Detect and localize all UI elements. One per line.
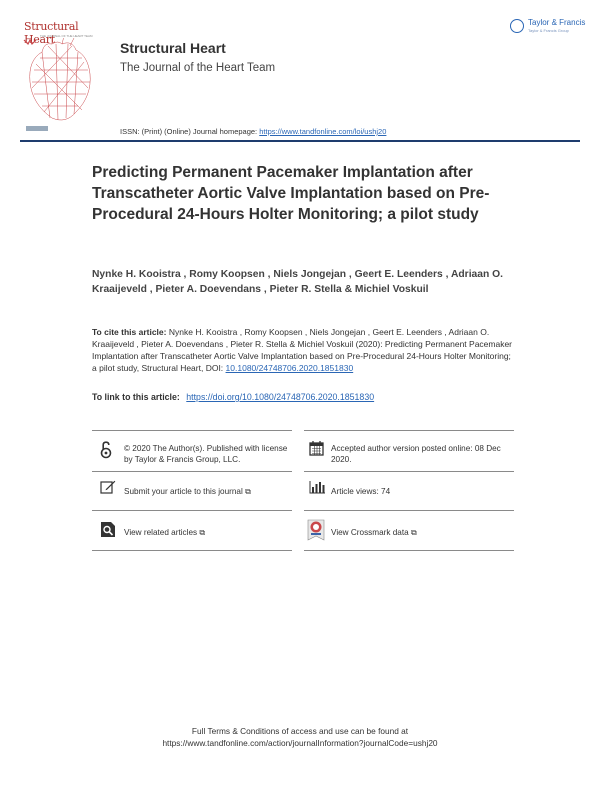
bar-chart-icon <box>309 481 325 494</box>
journal-subtitle: The Journal of the Heart Team <box>120 62 276 74</box>
divider <box>304 471 514 472</box>
crossmark-link[interactable] <box>331 527 511 538</box>
publisher-tagline: Taylor & Francis Group <box>528 28 569 33</box>
submit-article-link[interactable] <box>124 486 294 497</box>
crossmark-icon <box>307 519 325 541</box>
article-title: Predicting Permanent Pacemaker Implantation after Transcatheter Aortic Valve Implantation based on Pre-Procedural 24-Hours Holter Monitoring; a pilot study <box>92 164 490 223</box>
heart-wireframe-illustration <box>22 38 106 124</box>
article-authors: Nynke H. Kooistra , Romy Koopsen , Niels Jongejan , Geert E. Leenders , Adriaan O. Kraaijeveld , Pieter A. Doevendans , Pieter R. Stella & Michiel Voskuil <box>92 269 504 295</box>
divider <box>304 510 514 511</box>
accepted-date-text: Accepted author version posted online: 08 Dec 2020. <box>331 444 501 464</box>
journal-name: Structural Heart <box>120 40 226 56</box>
doi-link[interactable]: 10.1080/24748706.2020.1851830 <box>225 363 354 373</box>
citation-text: Nynke H. Kooistra , Romy Koopsen , Niels Jongejan , Geert E. Leenders , Adriaan O. Kraaijeveld , Pieter A. Doevendans , Pieter R. Stella & Michiel Voskuil (2020): Predicting Permanent Pacemaker Implantation after Transcatheter Aortic Valve Implantation based on Pre-Procedural 24-Hours Holter Monitoring; a pilot study, Structural Heart, DOI: <box>92 327 513 373</box>
article-link-line <box>92 392 512 402</box>
external-link-icon: ⧉ <box>245 487 251 496</box>
divider <box>92 550 292 551</box>
issn-text: ISSN: (Print) (Online) Journal homepage: <box>120 127 258 136</box>
publisher-logo[interactable] <box>510 17 590 39</box>
cover-title: Structural Heart <box>24 20 79 46</box>
publisher-name: Taylor & Francis <box>528 18 586 27</box>
edit-icon <box>100 480 116 494</box>
external-link-icon: ⧉ <box>199 528 206 537</box>
external-link-icon: ⧉ <box>410 528 417 537</box>
cover-logo-right <box>22 38 38 46</box>
divider <box>92 471 292 472</box>
journal-homepage-link[interactable]: https://www.tandfonline.com/loi/ushj20 <box>259 127 387 136</box>
calendar-icon <box>309 440 324 456</box>
citation-label: To cite this article: <box>92 327 167 337</box>
crossmark-label: View Crossmark data <box>331 528 409 537</box>
issn-line <box>120 127 386 136</box>
article-url-link[interactable]: https://doi.org/10.1080/24748706.2020.1851830 <box>186 392 375 402</box>
submit-label: Submit your article to this journal <box>124 487 243 496</box>
divider <box>92 430 292 431</box>
related-articles-link[interactable] <box>124 527 294 538</box>
link-label: To link to this article: <box>92 392 180 402</box>
license-text: © 2020 The Author(s). Published with license by Taylor & Francis Group, LLC. <box>124 444 288 464</box>
footer-terms-text: Full Terms & Conditions of access and use can be found at <box>191 726 409 736</box>
publisher-logo-icon <box>510 19 524 33</box>
cover-subtitle: THE JOURNAL OF THE HEART TEAM <box>40 34 93 38</box>
related-label: View related articles <box>124 528 198 537</box>
header-divider <box>20 140 580 142</box>
related-articles-icon <box>100 521 116 538</box>
cover-logo-left <box>26 126 48 131</box>
divider <box>304 550 514 551</box>
open-access-icon <box>100 441 112 459</box>
divider <box>92 510 292 511</box>
article-views-text: Article views: 74 <box>331 487 391 496</box>
citation-block <box>92 326 512 374</box>
footer-terms-url[interactable]: https://www.tandfonline.com/action/journalInformation?journalCode=ushj20 <box>162 737 438 748</box>
divider <box>304 430 514 431</box>
footer <box>0 726 600 749</box>
journal-cover-thumbnail <box>22 18 106 136</box>
